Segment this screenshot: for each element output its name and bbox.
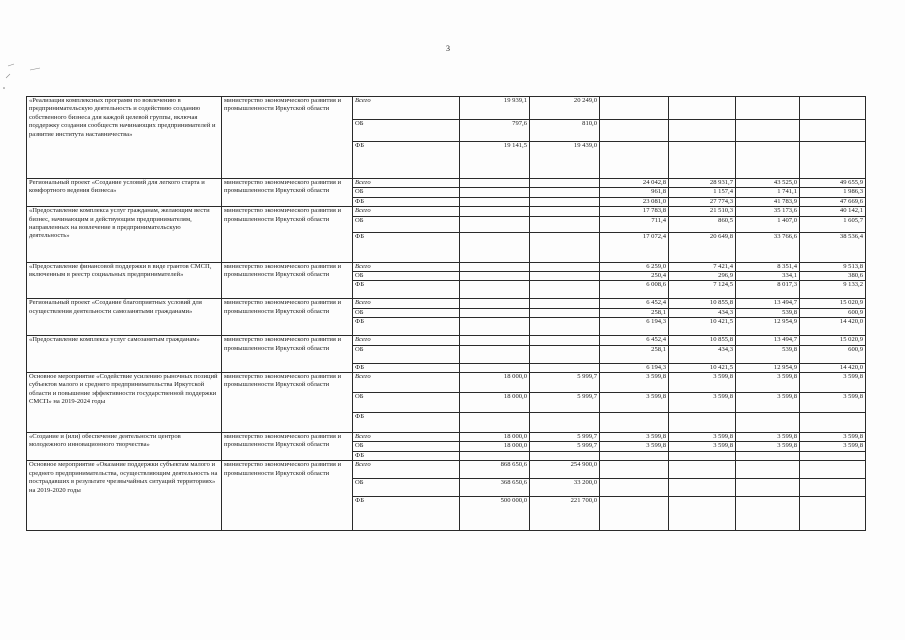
funding-source: Всего — [353, 97, 460, 120]
amount-cell — [736, 451, 800, 460]
amount-cell — [460, 336, 530, 345]
activity-name: «Предоставление комплекса услуг гражданам, желающим вести бизнес, начинающим и действующим предпринимателям, направленных на вовлечение в предпринимательскую деятельность» — [27, 207, 222, 262]
amount-cell — [669, 97, 736, 120]
amount-cell — [530, 345, 600, 363]
amount-cell — [800, 451, 866, 460]
amount-cell: 3 599,8 — [600, 433, 669, 442]
activity-name: Региональный проект «Создание условий для легкого старта и комфортного ведения бизнеса» — [27, 179, 222, 207]
funding-source: ФБ — [353, 197, 460, 206]
amount-cell: 380,6 — [800, 272, 866, 281]
amount-cell — [736, 120, 800, 142]
amount-cell: 5 999,7 — [530, 393, 600, 413]
amount-cell: 500 000,0 — [460, 497, 530, 531]
amount-cell: 3 599,8 — [669, 373, 736, 393]
amount-cell — [530, 188, 600, 197]
amount-cell — [530, 363, 600, 372]
amount-cell — [600, 479, 669, 497]
amount-cell — [530, 451, 600, 460]
amount-cell: 17 783,8 — [600, 207, 669, 216]
amount-cell: 21 510,3 — [669, 207, 736, 216]
activity-name: «Реализация комплексных программ по вовлечению в предпринимательскую деятельность и содействию созданию собственного бизнеса для каждой целевой группы, включая поддержку создания сообществ начинающих предпринимателей и развитие института наставничества» — [27, 97, 222, 179]
amount-cell — [530, 197, 600, 206]
funding-source: ФБ — [353, 232, 460, 262]
amount-cell — [600, 413, 669, 433]
amount-cell: 24 042,8 — [600, 179, 669, 188]
amount-cell — [460, 451, 530, 460]
amount-cell: 10 855,8 — [669, 299, 736, 308]
amount-cell: 3 599,8 — [736, 373, 800, 393]
executor: министерство экономического развития и промышленности Иркутской области — [222, 373, 353, 433]
funding-source: ФБ — [353, 413, 460, 433]
amount-cell: 5 999,7 — [530, 433, 600, 442]
amount-cell: 6 452,4 — [600, 336, 669, 345]
amount-cell: 3 599,8 — [736, 393, 800, 413]
amount-cell: 6 259,0 — [600, 262, 669, 271]
table-row — [27, 336, 866, 345]
amount-cell: 20 249,0 — [530, 97, 600, 120]
amount-cell: 868 650,6 — [460, 461, 530, 479]
amount-cell: 961,8 — [600, 188, 669, 197]
amount-cell: 38 536,4 — [800, 232, 866, 262]
amount-cell: 28 931,7 — [669, 179, 736, 188]
amount-cell: 368 650,6 — [460, 479, 530, 497]
amount-cell — [460, 179, 530, 188]
funding-source: ОБ — [353, 188, 460, 197]
amount-cell: 33 766,6 — [736, 232, 800, 262]
amount-cell — [600, 120, 669, 142]
amount-cell: 14 420,0 — [800, 318, 866, 336]
amount-cell: 3 599,8 — [600, 393, 669, 413]
amount-cell: 3 599,8 — [669, 393, 736, 413]
amount-cell: 810,0 — [530, 120, 600, 142]
amount-cell: 539,8 — [736, 308, 800, 317]
amount-cell — [460, 363, 530, 372]
table-row — [27, 207, 866, 216]
executor: министерство экономического развития и промышленности Иркутской области — [222, 179, 353, 207]
amount-cell: 1 986,3 — [800, 188, 866, 197]
amount-cell: 711,4 — [600, 216, 669, 232]
amount-cell: 8 017,3 — [736, 281, 800, 299]
amount-cell — [736, 142, 800, 179]
funding-source: ОБ — [353, 120, 460, 142]
amount-cell: 3 599,8 — [800, 393, 866, 413]
budget-table-body — [27, 97, 866, 531]
amount-cell — [460, 299, 530, 308]
amount-cell: 5 999,7 — [530, 373, 600, 393]
amount-cell: 27 774,3 — [669, 197, 736, 206]
amount-cell — [736, 461, 800, 479]
amount-cell: 15 020,9 — [800, 336, 866, 345]
amount-cell — [800, 413, 866, 433]
amount-cell: 10 421,5 — [669, 363, 736, 372]
amount-cell — [600, 497, 669, 531]
amount-cell — [460, 197, 530, 206]
amount-cell: 3 599,8 — [600, 442, 669, 451]
activity-name: Основное мероприятие «Содействие усилению рыночных позиций субъектов малого и среднего предпринимательства Иркутской области и повышение эффективности государственной поддержки СМСП» на 2019-2024 годы — [27, 373, 222, 433]
amount-cell: 221 700,0 — [530, 497, 600, 531]
amount-cell: 18 000,0 — [460, 373, 530, 393]
amount-cell — [736, 497, 800, 531]
funding-source: ОБ — [353, 442, 460, 451]
amount-cell — [600, 142, 669, 179]
amount-cell: 258,1 — [600, 345, 669, 363]
table-row — [27, 373, 866, 393]
activity-name: Региональный проект «Создание благоприятных условий для осуществления деятельности самозанятыми гражданами» — [27, 299, 222, 336]
executor: министерство экономического развития и промышленности Иркутской области — [222, 461, 353, 531]
amount-cell — [530, 179, 600, 188]
amount-cell: 434,3 — [669, 345, 736, 363]
amount-cell: 19 939,1 — [460, 97, 530, 120]
page-number: 3 — [446, 44, 450, 53]
amount-cell: 3 599,8 — [736, 433, 800, 442]
amount-cell: 40 142,1 — [800, 207, 866, 216]
funding-source: ОБ — [353, 479, 460, 497]
amount-cell — [800, 479, 866, 497]
amount-cell — [600, 461, 669, 479]
amount-cell: 258,1 — [600, 308, 669, 317]
amount-cell: 9 133,2 — [800, 281, 866, 299]
activity-name: «Предоставление финансовой поддержки в виде грантов СМСП, включенным в реестр социальных предпринимателей» — [27, 262, 222, 299]
amount-cell — [530, 318, 600, 336]
amount-cell — [669, 142, 736, 179]
amount-cell — [460, 281, 530, 299]
table-row — [27, 262, 866, 271]
amount-cell: 5 999,7 — [530, 442, 600, 451]
table-row — [27, 433, 866, 442]
amount-cell — [736, 97, 800, 120]
activity-name: Основное мероприятие «Оказание поддержки субъектам малого и среднего предпринимательства, осуществляющим деятельность на пострадавших в результате чрезвычайных ситуаций территориях» на 2019-2020 годы — [27, 461, 222, 531]
funding-source: Всего — [353, 373, 460, 393]
funding-source: ФБ — [353, 451, 460, 460]
amount-cell: 6 194,3 — [600, 318, 669, 336]
executor: министерство экономического развития и промышленности Иркутской области — [222, 299, 353, 336]
amount-cell — [460, 413, 530, 433]
amount-cell: 250,4 — [600, 272, 669, 281]
amount-cell — [800, 97, 866, 120]
amount-cell — [800, 497, 866, 531]
amount-cell: 49 655,9 — [800, 179, 866, 188]
amount-cell — [460, 345, 530, 363]
funding-source: ФБ — [353, 142, 460, 179]
amount-cell — [669, 461, 736, 479]
amount-cell: 1 157,4 — [669, 188, 736, 197]
amount-cell — [460, 308, 530, 317]
funding-source: Всего — [353, 262, 460, 271]
funding-source: Всего — [353, 433, 460, 442]
amount-cell — [460, 216, 530, 232]
amount-cell — [530, 308, 600, 317]
amount-cell — [800, 120, 866, 142]
amount-cell: 41 783,9 — [736, 197, 800, 206]
amount-cell: 7 421,4 — [669, 262, 736, 271]
amount-cell: 600,9 — [800, 308, 866, 317]
funding-source: Всего — [353, 336, 460, 345]
amount-cell — [669, 451, 736, 460]
amount-cell: 3 599,8 — [736, 442, 800, 451]
amount-cell: 10 855,8 — [669, 336, 736, 345]
amount-cell — [800, 142, 866, 179]
amount-cell: 19 141,5 — [460, 142, 530, 179]
funding-source: ОБ — [353, 393, 460, 413]
amount-cell — [600, 451, 669, 460]
table-row — [27, 299, 866, 308]
amount-cell: 860,5 — [669, 216, 736, 232]
amount-cell: 47 669,6 — [800, 197, 866, 206]
amount-cell — [800, 461, 866, 479]
amount-cell: 1 407,0 — [736, 216, 800, 232]
funding-source: ОБ — [353, 345, 460, 363]
amount-cell: 3 599,8 — [800, 442, 866, 451]
amount-cell — [460, 318, 530, 336]
executor: министерство экономического развития и промышленности Иркутской области — [222, 262, 353, 299]
amount-cell — [460, 272, 530, 281]
amount-cell — [736, 413, 800, 433]
activity-name: «Предоставление комплекса услуг самозанятым гражданам» — [27, 336, 222, 373]
table-row — [27, 461, 866, 479]
amount-cell: 3 599,8 — [600, 373, 669, 393]
amount-cell: 43 525,0 — [736, 179, 800, 188]
funding-source: ФБ — [353, 281, 460, 299]
amount-cell: 18 000,0 — [460, 442, 530, 451]
amount-cell: 296,9 — [669, 272, 736, 281]
amount-cell — [460, 232, 530, 262]
amount-cell: 6 008,6 — [600, 281, 669, 299]
funding-source: Всего — [353, 179, 460, 188]
amount-cell — [669, 413, 736, 433]
amount-cell: 9 513,8 — [800, 262, 866, 271]
amount-cell — [530, 281, 600, 299]
amount-cell: 3 599,8 — [800, 433, 866, 442]
amount-cell — [669, 479, 736, 497]
amount-cell — [530, 336, 600, 345]
amount-cell: 13 494,7 — [736, 299, 800, 308]
amount-cell — [460, 207, 530, 216]
funding-source: ОБ — [353, 308, 460, 317]
amount-cell: 600,9 — [800, 345, 866, 363]
amount-cell: 334,1 — [736, 272, 800, 281]
amount-cell: 3 599,8 — [800, 373, 866, 393]
amount-cell: 8 351,4 — [736, 262, 800, 271]
amount-cell — [530, 413, 600, 433]
amount-cell: 12 954,9 — [736, 363, 800, 372]
amount-cell: 18 000,0 — [460, 433, 530, 442]
amount-cell: 6 452,4 — [600, 299, 669, 308]
funding-source: ФБ — [353, 497, 460, 531]
amount-cell: 18 000,0 — [460, 393, 530, 413]
amount-cell — [669, 497, 736, 531]
amount-cell: 14 420,0 — [800, 363, 866, 372]
amount-cell: 1 741,1 — [736, 188, 800, 197]
amount-cell: 19 439,0 — [530, 142, 600, 179]
funding-source: Всего — [353, 299, 460, 308]
funding-source: ФБ — [353, 363, 460, 372]
table-row — [27, 179, 866, 188]
amount-cell — [530, 272, 600, 281]
amount-cell: 33 200,0 — [530, 479, 600, 497]
amount-cell — [669, 120, 736, 142]
funding-source: ФБ — [353, 318, 460, 336]
amount-cell — [530, 216, 600, 232]
amount-cell: 35 173,6 — [736, 207, 800, 216]
budget-table — [26, 96, 866, 531]
executor: министерство экономического развития и промышленности Иркутской области — [222, 336, 353, 373]
funding-source: ОБ — [353, 272, 460, 281]
funding-source: Всего — [353, 461, 460, 479]
amount-cell: 17 072,4 — [600, 232, 669, 262]
amount-cell: 15 020,9 — [800, 299, 866, 308]
activity-name: «Создание и (или) обеспечение деятельности центров молодежного инновационного творчества» — [27, 433, 222, 461]
amount-cell: 539,8 — [736, 345, 800, 363]
amount-cell: 13 494,7 — [736, 336, 800, 345]
executor: министерство экономического развития и промышленности Иркутской области — [222, 433, 353, 461]
amount-cell: 12 954,9 — [736, 318, 800, 336]
amount-cell: 434,3 — [669, 308, 736, 317]
amount-cell: 7 124,5 — [669, 281, 736, 299]
amount-cell — [736, 479, 800, 497]
table-row — [27, 97, 866, 120]
amount-cell — [600, 97, 669, 120]
amount-cell — [530, 299, 600, 308]
funding-source: Всего — [353, 207, 460, 216]
executor: министерство экономического развития и промышленности Иркутской области — [222, 207, 353, 262]
amount-cell: 6 194,3 — [600, 363, 669, 372]
amount-cell — [530, 207, 600, 216]
amount-cell — [530, 262, 600, 271]
amount-cell: 23 081,0 — [600, 197, 669, 206]
amount-cell: 1 605,7 — [800, 216, 866, 232]
amount-cell — [460, 188, 530, 197]
executor: министерство экономического развития и промышленности Иркутской области — [222, 97, 353, 179]
amount-cell: 254 900,0 — [530, 461, 600, 479]
amount-cell — [460, 262, 530, 271]
amount-cell: 3 599,8 — [669, 442, 736, 451]
amount-cell: 10 421,5 — [669, 318, 736, 336]
amount-cell: 797,6 — [460, 120, 530, 142]
amount-cell: 3 599,8 — [669, 433, 736, 442]
amount-cell — [530, 232, 600, 262]
funding-source: ОБ — [353, 216, 460, 232]
amount-cell: 20 649,8 — [669, 232, 736, 262]
